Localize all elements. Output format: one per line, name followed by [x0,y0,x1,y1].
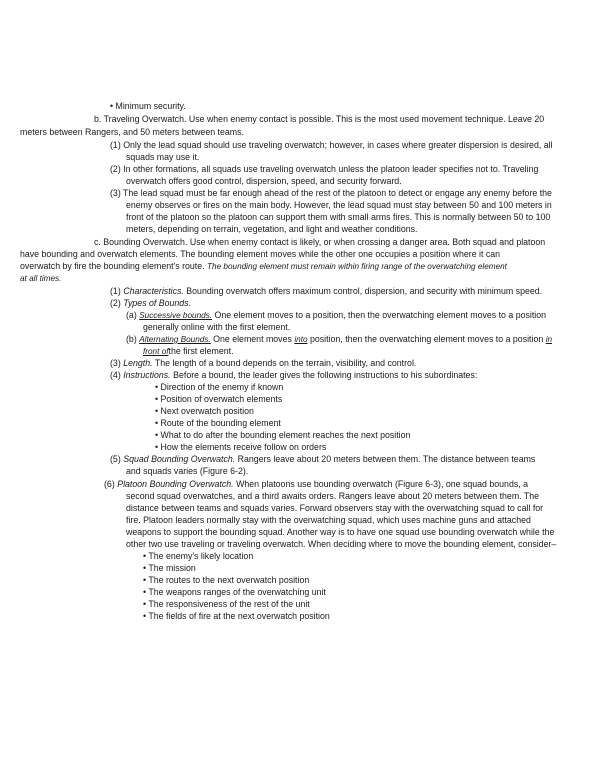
item-c6-cont2: distance between teams and squads varies. Forward observers stay with the overwatching squad to call for [126,503,544,513]
bullet-minimum-security: • Minimum security. [110,101,186,111]
item-c6-num: (6) [104,479,115,489]
item-b3-cont2: front of the platoon so the platoon can support them with small arms fires. This is normally between 50 to 100 [126,212,551,222]
item-c2b-in: in [545,335,553,344]
para-c-bounding-overwatch: c. Bounding Overwatch. Use when enemy contact is likely, or when crossing a danger area. Both squad and platoon [94,237,546,247]
list-item: • Route of the bounding element [155,418,281,428]
item-c6-text: When platoons use bounding overwatch (Figure 6-3), one squad bounds, a [236,479,529,489]
item-c2b [126,334,552,345]
item-c2b-text2: position, then the overwatching element moves to a position [309,334,544,344]
item-c5-num: (5) [110,454,121,464]
item-c2b-into: into [294,335,308,344]
item-c2a-text: One element moves to a position, then the overwatching element moves to a position [214,310,547,320]
item-c2b-heading: Alternating Bounds. [139,335,211,344]
item-c2b-cont [143,346,234,357]
para-c-line3-text: overwatch by fire the bounding element's route. [20,261,205,271]
item-c5-text: Rangers leave about 20 meters between them. The distance between teams [237,454,536,464]
item-c6-cont1: second squad overwatches, and a third awaits orders. Rangers leave about 20 meters between them. The [126,491,540,501]
para-c-line2: have bounding and overwatch elements. The bounding element moves while the other one occupies a position where it can [20,249,501,259]
item-c3-heading: Length. [123,358,153,368]
item-c2-num: (2) [110,298,121,308]
item-c5 [110,454,535,465]
list-item: • Position of overwatch elements [155,394,283,404]
list-item: • How the elements receive follow on orders [155,442,327,452]
list-item: • Direction of the enemy if known [155,382,284,392]
item-c4 [110,370,477,381]
item-b1-cont: squads may use it. [126,152,200,162]
item-c4-num: (4) [110,370,121,380]
item-c2a-cont: generally online with the first element. [143,322,291,332]
item-b3-cont3: meters, depending on terrain, vegetation, and light and weather conditions. [126,224,418,234]
item-c6-cont4: weapons to support the bounding squad. Another way is to have one squad use bounding overwatch while the [126,527,555,537]
item-b3-cont1: enemy observes or fires on the main body. However, the lead squad must stay between 50 and 100 meters in [126,200,552,210]
item-c1 [110,286,542,297]
item-c2b-num: (b) [126,334,137,344]
list-item: • The enemy's likely location [143,551,254,561]
item-c3 [110,358,416,369]
item-c6-cont3: fire. Platoon leaders normally stay with the overwatching squad, which uses machine guns and attached [126,515,531,525]
item-c4-heading: Instructions. [123,370,171,380]
item-c4-text: Before a bound, the leader gives the following instructions to his subordinates: [173,370,478,380]
item-c2 [110,298,191,309]
item-b3: (3) The lead squad must be far enough ahead of the rest of the platoon to detect or engage any enemy before the [110,188,552,198]
list-item: • The weapons ranges of the overwatching unit [143,587,326,597]
list-item: • The fields of fire at the next overwatch position [143,611,330,621]
para-c-line3 [20,261,507,272]
item-c2b-cont-text: the first element. [168,346,234,356]
item-c3-num: (3) [110,358,121,368]
para-b-line2: meters between Rangers, and 50 meters between teams. [20,127,244,137]
item-b2: (2) In other formations, all squads use traveling overwatch unless the platoon leader specifies not to. Traveling [110,164,539,174]
item-c6 [104,479,528,490]
list-item: • The responsiveness of the rest of the unit [143,599,310,609]
list-item: • The routes to the next overwatch position [143,575,310,585]
item-b1: (1) Only the lead squad should use traveling overwatch; however, in cases where greater dispersion is desired, all [110,140,553,150]
para-c-italic-note-cont: at all times. [20,274,62,283]
para-c-italic-note: The bounding element must remain within firing range of the overwatching element [207,262,507,271]
item-c6-cont5: other two use traveling or traveling overwatch. When deciding where to move the bounding element, consider– [126,539,557,549]
item-c2b-text1: One element moves [213,334,292,344]
item-c5-heading: Squad Bounding Overwatch. [123,454,236,464]
item-c1-heading: Characteristics. [123,286,184,296]
item-c6-heading: Platoon Bounding Overwatch. [117,479,234,489]
list-item: • What to do after the bounding element reaches the next position [155,430,411,440]
item-c1-num: (1) [110,286,121,296]
item-c2a-num: (a) [126,310,137,320]
item-c1-text: Bounding overwatch offers maximum control, dispersion, and security with minimum speed. [186,286,543,296]
para-b-traveling-overwatch: b. Traveling Overwatch. Use when enemy contact is possible. This is the most used movement technique. Leave 20 [94,114,545,124]
item-c2a-heading: Successive bounds. [139,311,213,320]
item-c2-heading: Types of Bounds. [123,298,192,308]
list-item: • Next overwatch position [155,406,254,416]
item-c2b-front-of: front of [143,347,169,356]
list-item: • The mission [143,563,196,573]
item-c2a [126,310,546,321]
item-c3-text: The length of a bound depends on the terrain, visibility, and control. [154,358,417,368]
item-b2-cont: overwatch offers good control, dispersion, speed, and security forward. [126,176,402,186]
item-c5-cont: and squads varies (Figure 6-2). [126,466,249,476]
